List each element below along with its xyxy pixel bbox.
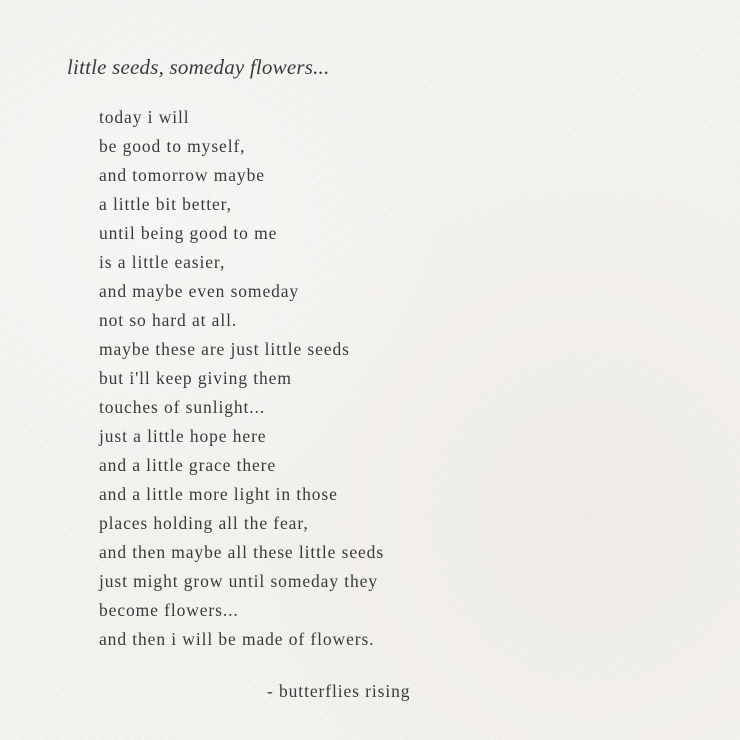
poem-signature: - butterflies rising <box>267 681 411 701</box>
poem-body <box>99 103 384 654</box>
poem-line: just a little hope here <box>99 426 267 446</box>
poem-line: but i'll keep giving them <box>99 368 292 388</box>
poem-line: and a little grace there <box>99 455 277 475</box>
poem-title: little seeds, someday flowers... <box>67 55 330 79</box>
poem-line: just might grow until someday they <box>99 571 378 591</box>
poem-line: be good to myself, <box>99 136 246 156</box>
poem-line: and then maybe all these little seeds <box>99 542 385 562</box>
poem-line: not so hard at all. <box>99 310 238 330</box>
poem-line: and then i will be made of flowers. <box>99 629 375 649</box>
poem-line: maybe these are just little seeds <box>99 339 350 359</box>
poem-line: until being good to me <box>99 223 278 243</box>
poem-line: today i will <box>99 107 190 127</box>
poem-line: and maybe even someday <box>99 281 300 301</box>
poem-line: and a little more light in those <box>99 484 338 504</box>
poem-line: is a little easier, <box>99 252 226 272</box>
poem-line: a little bit better, <box>99 194 232 214</box>
poem-line: and tomorrow maybe <box>99 165 265 185</box>
poem-line: touches of sunlight... <box>99 397 266 417</box>
poem-line: become flowers... <box>99 600 239 620</box>
poem-line: places holding all the fear, <box>99 513 309 533</box>
